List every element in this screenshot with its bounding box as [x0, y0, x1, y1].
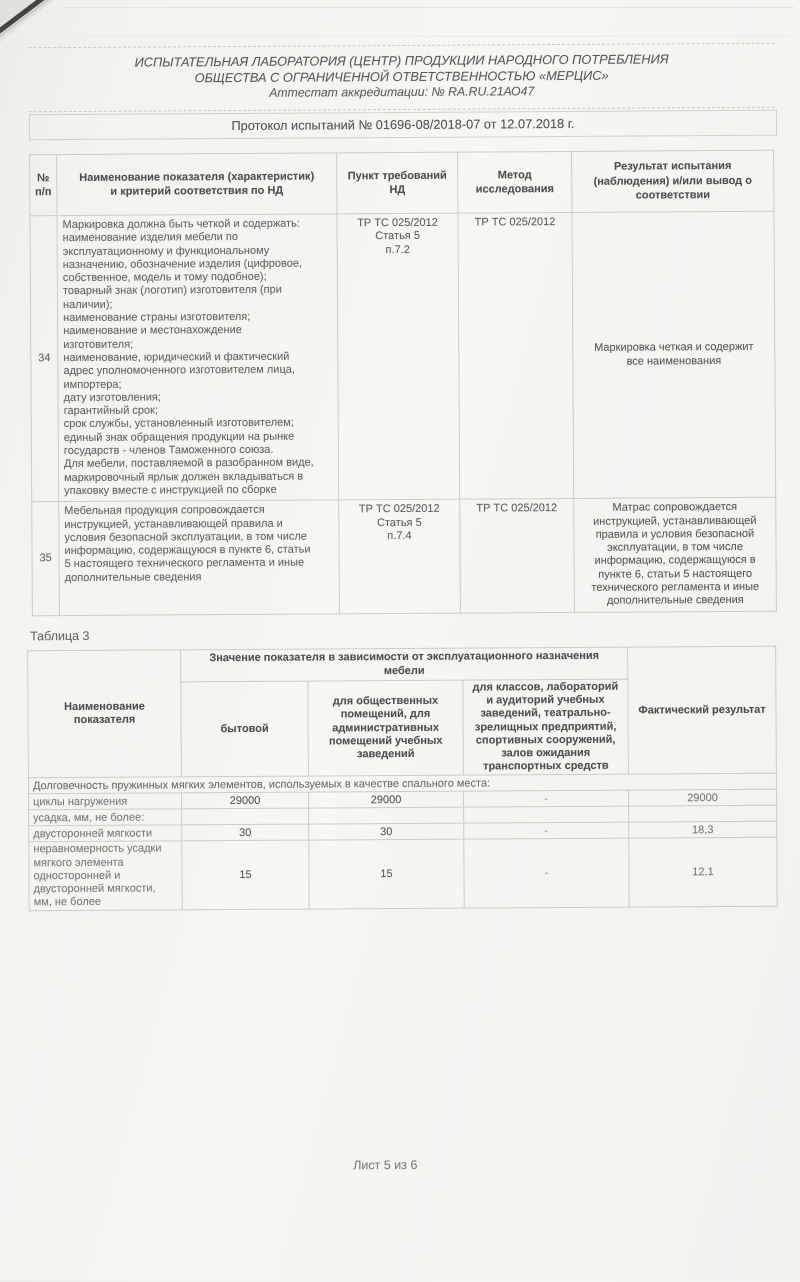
- table3-span-header-row: [28, 646, 776, 683]
- row35-number: 35: [32, 502, 60, 616]
- row35-result: Матрас сопровождается инструкцией, устанавливающей правила и условия безопасной эксплуатации, в том числе информацию, содержащуюся в пункте 6, статьи 5 настоящего технического регламента и иные дополнительные сведения: [574, 497, 777, 612]
- column-header-num: № п/п: [30, 155, 57, 216]
- row34-requirement: Маркировка должна быть четкой и содержать: наименование изделия мебели по эксплуатационному и функциональному назначению, обозначение изделия (цифровое, собственное, модель и тому подобное); товарный знак (логотип) изготовителя (при наличии); наименование страны изготовителя; наименование и местонахождение изготовителя; наименование, юридический и фактический адрес уполномоченного изготовителем лица, импортера; дату изготовления; гарантийный срок; срок службы, установленный изготовителем; единый знак обращения продукции на рынке государств - членов Таможенного союза. Для мебели, поставляемой в разобранном виде, маркировочный ярлык должен вкладываться в упаковку вместе с инструкцией по сборке: [57, 214, 339, 502]
- metric-label: усадка, мм, не более:: [29, 809, 182, 826]
- table3-section-title: Долговечность пружинных мягких элементов, используемых в качестве спального места:: [28, 774, 776, 795]
- test-results-table: [29, 150, 777, 616]
- value-actual: 12,1: [629, 838, 777, 908]
- row34-number: 34: [30, 216, 59, 502]
- table-row: [32, 497, 777, 615]
- metric-label: циклы нагружения: [29, 793, 182, 810]
- row34-clause: ТР ТС 025/2012 Статья 5 п.7.2: [337, 213, 460, 500]
- durability-table: [27, 646, 778, 912]
- value-classes: [464, 807, 629, 824]
- value-household: [182, 808, 309, 825]
- table3-col-name: Наименование показателя: [28, 650, 182, 778]
- table3-span-header: Значение показателя в зависимости от эксплуатационного назначения мебели: [181, 647, 628, 682]
- value-public: [309, 808, 464, 825]
- value-household: 29000: [182, 792, 309, 809]
- table3-col-classes: для классов, лабораторий и аудиторий учебных заведений, театрально- зрелищных предприятий, спортивных сооружений, залов ожидания транспортных средств: [463, 679, 629, 775]
- value-public: 15: [309, 840, 464, 910]
- metric-label: двусторонней мягкости: [29, 825, 182, 842]
- value-household: 15: [182, 840, 309, 910]
- row35-clause: ТР ТС 025/2012 Статья 5 п.7.4: [339, 499, 461, 613]
- value-public: 30: [309, 824, 464, 841]
- value-household: 30: [182, 824, 309, 841]
- column-header-method: Метод исследования: [458, 151, 572, 213]
- value-public: 29000: [309, 792, 464, 809]
- value-actual: 29000: [629, 790, 777, 807]
- row35-requirement: Мебельная продукция сопровождается инструкцией, устанавливающей правила и условия безопасной эксплуатации, в том числе информацию, содержащуюся в пункте 6, статьи 5 настоящего технического регламента и иные дополнительные сведения: [59, 500, 340, 615]
- row34-result: Маркировка четкая и содержит все наименования: [572, 211, 776, 498]
- lab-name-line1: ИСПЫТАТЕЛЬНАЯ ЛАБОРАТОРИЯ (ЦЕНТР) ПРОДУКЦИИ НАРОДНОГО ПОТРЕБЛЕНИЯ: [134, 51, 669, 70]
- value-classes: -: [464, 823, 629, 840]
- table-row: [30, 211, 776, 502]
- metric-label: неравномерность усадки мягкого элемента односторонней и двусторонней мягкости, мм, не более: [29, 841, 182, 911]
- accreditation-certificate: Аттестат аккредитации: № RA.RU.21АО47: [269, 84, 535, 100]
- protocol-title: Протокол испытаний № 01696-08/2018-07 от 12.07.2018 г.: [29, 110, 777, 141]
- column-header-name: Наименование показателя (характеристик) и критерий соответствия по НД: [57, 153, 337, 216]
- table3-col-actual: Фактический результат: [628, 646, 777, 774]
- column-header-clause: Пункт требований НД: [337, 152, 458, 214]
- value-classes: -: [464, 839, 629, 909]
- table-row: [29, 838, 777, 912]
- lab-name-line2: ОБЩЕСТВА С ОГРАНИЧЕННОЙ ОТВЕТСТВЕННОСТЬЮ «МЕРЦИС»: [194, 67, 609, 85]
- table3-col-public: для общественных помещений, для административных помещений учебных заведений: [308, 680, 464, 776]
- row34-method: ТР ТС 025/2012: [458, 212, 574, 499]
- lab-header: [28, 43, 774, 113]
- column-header-result: Результат испытания (наблюдения) и/или вывод о соответствии: [572, 150, 774, 212]
- table-header-row: [30, 150, 774, 216]
- page-number: Лист 5 из 6: [353, 1157, 418, 1173]
- table3-col-household: бытовой: [181, 681, 309, 777]
- table3-caption: Таблица 3: [30, 628, 90, 644]
- row35-method: ТР ТС 025/2012: [460, 499, 575, 613]
- value-classes: -: [464, 791, 629, 808]
- value-actual: 18,3: [629, 822, 777, 839]
- value-actual: [629, 806, 777, 823]
